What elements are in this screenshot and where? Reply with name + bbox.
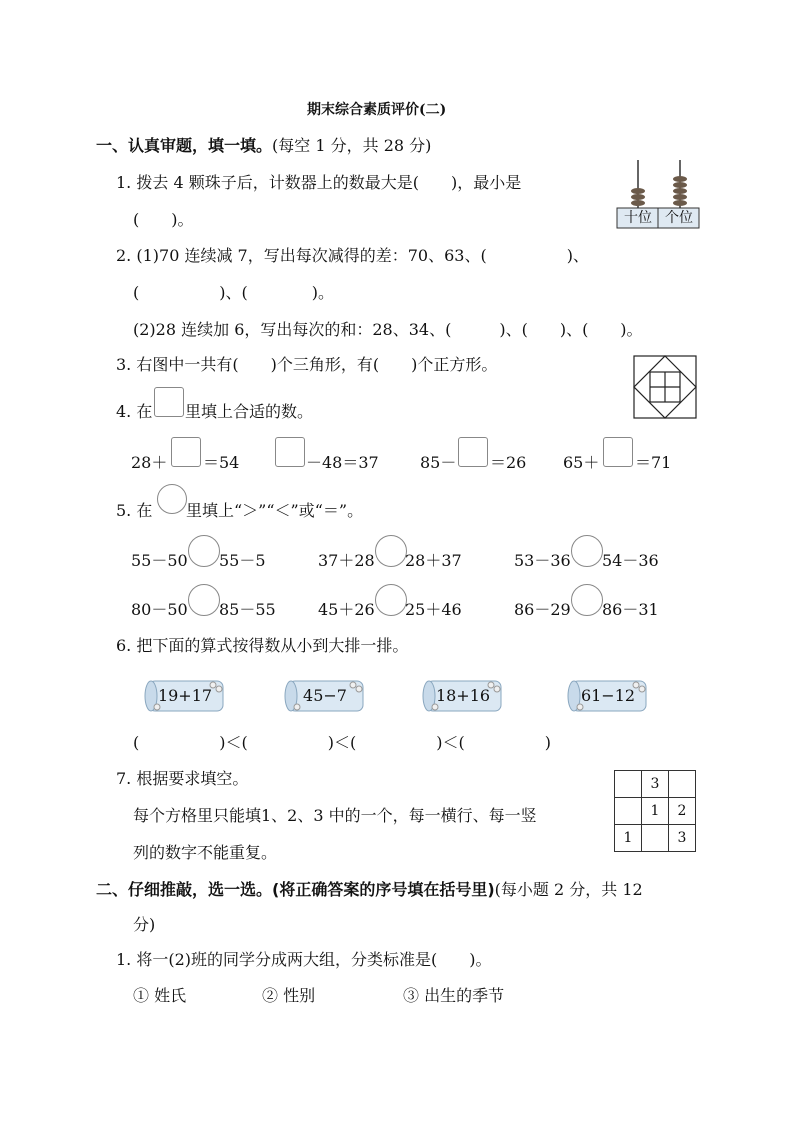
q4-suffix: 里填上合适的数。: [185, 402, 314, 421]
section1-title: 一、认真审题，填一填。: [96, 136, 273, 155]
abacus-label-ones: 个位: [665, 210, 693, 226]
grid-cell: 3: [669, 825, 696, 852]
option-3[interactable]: ③ 出生的季节: [403, 986, 505, 1005]
q5-r1-c-left: 53－36: [514, 551, 571, 570]
q4-example-box: [154, 387, 184, 417]
q5-r2-c-right: 86－31: [602, 600, 659, 619]
q4-eq4-left: 65＋: [563, 453, 600, 472]
q4-prefix: 4. 在: [116, 402, 153, 421]
geometry-drawing: [633, 355, 697, 419]
q5-compare-circle[interactable]: [571, 584, 603, 616]
sudoku-grid: [614, 770, 696, 852]
section2-heading: [96, 880, 643, 900]
q4-answer-box-1[interactable]: [171, 437, 201, 467]
option-2[interactable]: ② 性别: [262, 986, 316, 1005]
q5-example-circle: [157, 484, 187, 514]
option-1[interactable]: ① 姓氏: [133, 986, 187, 1005]
grid-cell: 1: [642, 798, 669, 825]
abacus-figure: [616, 160, 700, 230]
section2-title: 二、仔细推敲，选一选。(将正确答案的序号填在括号里): [96, 880, 495, 899]
q6-answer-line: ( )＜( )＜( )＜( ): [133, 733, 551, 752]
q5-r1-b-right: 28＋37: [405, 551, 462, 570]
section2-points-cont: 分): [133, 915, 156, 934]
q5-r1-c-right: 54－36: [602, 551, 659, 570]
q4-answer-box-4[interactable]: [603, 437, 633, 467]
scroll-expression: 45−7: [303, 686, 347, 705]
q5-r2-c-left: 86－29: [514, 600, 571, 619]
section2-points: (每小题 2 分，共 12: [494, 880, 643, 899]
grid-cell: 3: [642, 771, 669, 798]
q5-compare-circle[interactable]: [375, 584, 407, 616]
q5-compare-circle[interactable]: [571, 535, 603, 567]
expression-scroll: [283, 679, 367, 713]
q5-compare-circle[interactable]: [375, 535, 407, 567]
q4-eq2-right: －48＝37: [306, 453, 379, 472]
q5-compare-circle[interactable]: [188, 535, 220, 567]
q4-eq3-left: 85－: [420, 453, 457, 472]
q7-line1: 7. 根据要求填空。: [116, 769, 249, 788]
q5-r2-b-left: 45＋26: [318, 600, 375, 619]
q5-r1-a-left: 55－50: [131, 551, 188, 570]
grid-cell[interactable]: [669, 771, 696, 798]
scroll-expression: 61−12: [580, 686, 636, 705]
page-title: 期末综合素质评价(二): [307, 102, 447, 118]
expression-scroll: [566, 679, 650, 713]
grid-cell[interactable]: [615, 771, 642, 798]
q5-r2-a-right: 85－55: [219, 600, 276, 619]
q5-suffix: 里填上“＞”“＜”或“＝”。: [186, 501, 364, 520]
grid-cell: 1: [615, 825, 642, 852]
triangle-square-figure: [633, 355, 697, 423]
q6-line: 6. 把下面的算式按得数从小到大排一排。: [116, 636, 409, 655]
q5-compare-circle[interactable]: [188, 584, 220, 616]
q4-answer-box-2[interactable]: [275, 437, 305, 467]
q5-r2-a-left: 80－50: [131, 600, 188, 619]
scroll-expression: 18+16: [435, 686, 491, 705]
q4-eq3-right: ＝26: [490, 453, 527, 472]
q1-line1: 1. 拨去 4 颗珠子后，计数器上的数最大是( )，最小是: [116, 173, 522, 192]
scroll-expression: 19+17: [157, 686, 213, 705]
q4-eq4-right: ＝71: [635, 453, 672, 472]
q4-eq1-left: 28＋: [131, 453, 168, 472]
section1-points: (每空 1 分，共 28 分): [272, 136, 432, 155]
q2-line1: 2. (1)70 连续减 7，写出每次减得的差：70、63、( )、: [116, 246, 589, 265]
q3-line: 3. 右图中一共有( )个三角形，有( )个正方形。: [116, 355, 498, 374]
q4-eq1-right: ＝54: [203, 453, 240, 472]
q4-answer-box-3[interactable]: [458, 437, 488, 467]
q2-line2: ( )、( )。: [133, 283, 334, 302]
section1-heading: [96, 136, 431, 156]
q2-line3: (2)28 连续加 6，写出每次的和：28、34、( )、( )、( )。: [133, 320, 643, 339]
q5-r1-b-left: 37＋28: [318, 551, 375, 570]
expression-scroll: [421, 679, 505, 713]
q5-r1-a-right: 55－5: [219, 551, 266, 570]
q7-line3: 列的数字不能重复。: [133, 843, 278, 862]
q7-line2: 每个方格里只能填1、2、3 中的一个，每一横行、每一竖: [133, 806, 537, 825]
grid-cell: 2: [669, 798, 696, 825]
q5-prefix: 5. 在: [116, 501, 153, 520]
expression-scroll: [143, 679, 227, 713]
q5-r2-b-right: 25＋46: [405, 600, 462, 619]
grid-cell[interactable]: [642, 825, 669, 852]
s2q1-line: 1. 将一(2)班的同学分成两大组，分类标准是( )。: [116, 950, 492, 969]
q1-line2: ( )。: [133, 210, 194, 229]
grid-cell[interactable]: [615, 798, 642, 825]
abacus-label-tens: 十位: [624, 210, 652, 226]
